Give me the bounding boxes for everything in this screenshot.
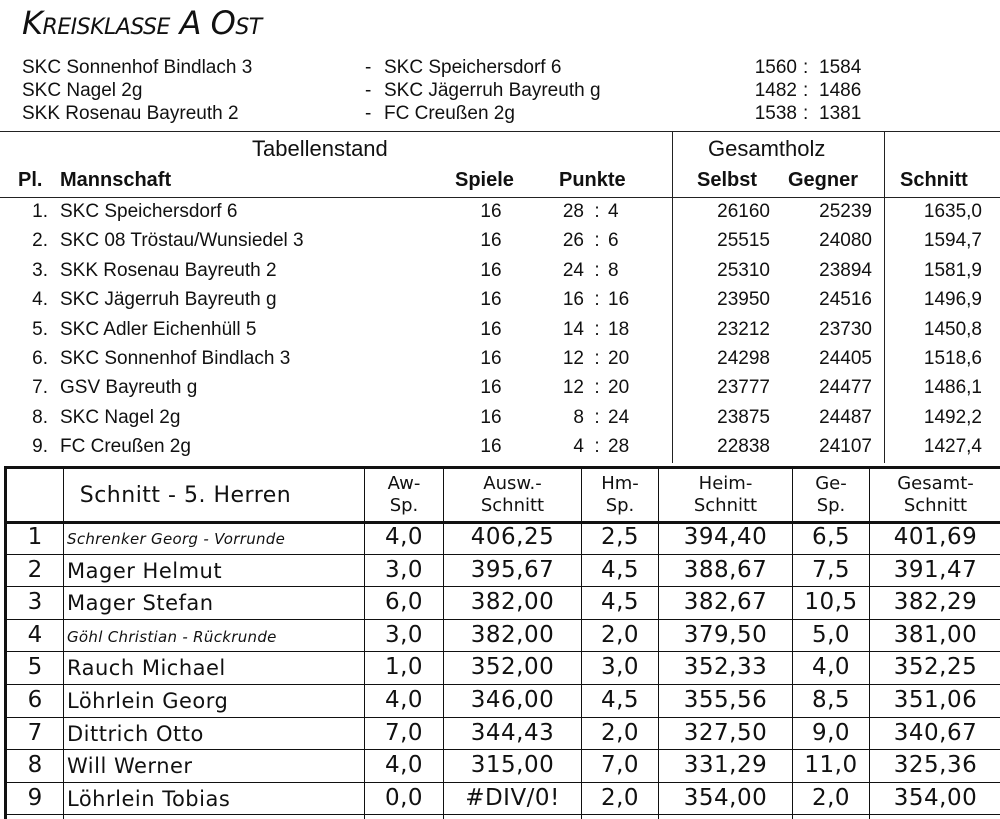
player-gesamt: 340,67 [893, 719, 978, 746]
player-gesamt: 401,69 [893, 524, 978, 550]
team-name: SKC Speichersdorf 6 [60, 201, 238, 222]
games-played: 16 [480, 230, 502, 252]
gesamtholz-caption: Gesamtholz [708, 136, 826, 161]
home-team: SKC Sonnenhof Bindlach 3 [22, 57, 253, 78]
points-separator: : [594, 201, 600, 222]
player-aw-sp: 4,0 [384, 687, 424, 713]
player-heim: 382,67 [683, 589, 768, 616]
rank: 5. [32, 318, 48, 340]
header-line: Aw- [387, 473, 421, 494]
player-rank: 7 [27, 719, 43, 746]
player-row [7, 783, 1000, 815]
pins-own: 23950 [717, 289, 770, 311]
standings-row [0, 230, 1000, 259]
games-played: 16 [480, 436, 502, 458]
points-separator: : [594, 406, 600, 428]
points-plus: 4 [573, 436, 584, 458]
standings-caption: Tabellenstand [252, 136, 388, 161]
header-hm-sp [582, 473, 658, 517]
team-name: SKC Nagel 2g [60, 406, 181, 428]
player-ausw: 382,00 [470, 589, 555, 616]
points-minus: 28 [608, 436, 630, 458]
player-rank: 2 [27, 556, 43, 583]
header-line: Sp. [389, 495, 419, 516]
header-line: Schnitt [693, 495, 758, 516]
points-minus: 4 [608, 201, 619, 222]
standings-row [0, 348, 1000, 377]
player-aw-sp: 4,0 [384, 752, 424, 779]
rank: 2. [32, 230, 48, 252]
team-name: SKK Rosenau Bayreuth 2 [60, 259, 277, 281]
points-minus: 20 [608, 348, 630, 369]
team-name: SKC Adler Eichenhüll 5 [60, 318, 257, 340]
standings-row [0, 201, 1000, 230]
points-plus: 26 [562, 230, 584, 252]
score-separator: : [803, 80, 809, 101]
player-rank: 6 [27, 687, 43, 713]
player-hm-sp: 4,5 [600, 589, 640, 616]
pins-opponent: 24080 [819, 230, 872, 252]
rank: 7. [32, 377, 48, 399]
player-name: Rauch Michael [67, 656, 226, 681]
player-rank: 3 [27, 589, 43, 616]
header-heim-schnitt [659, 473, 792, 517]
pins-opponent: 24107 [819, 436, 872, 458]
team-average: 1635,0 [923, 201, 982, 222]
points-plus: 8 [573, 406, 584, 428]
player-name: Will Werner [67, 754, 193, 779]
points-plus: 14 [562, 318, 584, 340]
header-line: Sp. [816, 495, 846, 516]
player-heim: 394,40 [683, 524, 768, 550]
header-line: Schnitt [903, 495, 968, 516]
player-ge-sp: 2,0 [811, 784, 851, 811]
header-line: Ausw.- [483, 473, 542, 494]
pins-own: 23777 [717, 377, 770, 399]
games-played: 16 [480, 259, 502, 281]
result-row [22, 80, 982, 103]
points-separator: : [594, 289, 600, 311]
player-heim: 354,00 [683, 784, 768, 811]
player-hm-sp: 7,0 [600, 752, 640, 779]
player-hm-sp: 4,5 [600, 687, 640, 713]
header-line: Ge- [815, 473, 847, 494]
player-gesamt: 351,06 [893, 687, 978, 713]
player-ausw: 346,00 [470, 687, 555, 713]
home-score: 1482 [754, 80, 797, 101]
player-name: Schrenker Georg - Vorrunde [67, 530, 286, 548]
header-line: Gesamt- [897, 473, 974, 494]
player-gesamt: 391,47 [893, 556, 978, 583]
pins-opponent: 24477 [819, 377, 872, 399]
header-line: Sp. [605, 495, 635, 516]
player-heim: 379,50 [683, 621, 768, 648]
result-row [22, 103, 982, 126]
player-rank: 8 [27, 752, 43, 779]
team-average: 1486,1 [923, 377, 982, 399]
player-ge-sp: 10,5 [804, 589, 858, 616]
points-separator: : [594, 259, 600, 281]
rank: 4. [32, 289, 48, 311]
player-aw-sp: 3,0 [384, 556, 424, 583]
player-ausw: 406,25 [470, 524, 555, 550]
rank: 3. [32, 259, 48, 281]
standings-top-rule [0, 131, 1000, 132]
player-rank: 5 [27, 654, 43, 681]
away-score: 1381 [819, 103, 862, 124]
points-minus: 8 [608, 259, 619, 281]
score-separator: : [803, 57, 809, 78]
games-played: 16 [480, 201, 502, 222]
points-minus: 24 [608, 406, 630, 428]
player-name: Göhl Christian - Rückrunde [67, 627, 277, 646]
result-row [22, 57, 982, 80]
player-hm-sp: 4,5 [600, 556, 640, 583]
team-average: 1581,9 [923, 259, 982, 281]
pins-own: 25515 [717, 230, 770, 252]
player-ausw: 395,67 [470, 556, 555, 583]
player-name: Löhrlein Tobias [67, 786, 231, 811]
score-separator: : [803, 103, 809, 124]
player-ge-sp: 8,5 [811, 687, 851, 713]
player-heim: 355,56 [683, 687, 768, 713]
team-average: 1427,4 [923, 436, 982, 458]
rank: 9. [32, 436, 48, 458]
player-ge-sp: 7,5 [811, 556, 851, 583]
away-score: 1486 [819, 80, 862, 101]
player-ausw: 344,43 [470, 719, 555, 746]
header-pl: Pl. [18, 169, 43, 191]
standings-row [0, 289, 1000, 318]
rank: 1. [32, 201, 48, 222]
player-hm-sp: 2,0 [600, 784, 640, 811]
away-team: SKC Jägerruh Bayreuth g [384, 80, 601, 101]
standings-header-rule [0, 197, 1000, 198]
player-ausw: 315,00 [470, 752, 555, 779]
games-played: 16 [480, 318, 502, 340]
standings-row [0, 377, 1000, 406]
pins-opponent: 23894 [819, 259, 872, 281]
result-dash: - [365, 103, 372, 124]
points-plus: 16 [562, 289, 584, 311]
points-minus: 6 [608, 230, 619, 252]
away-team: SKC Speichersdorf 6 [384, 57, 562, 78]
header-spiele: Spiele [455, 169, 514, 191]
team-name: SKC Sonnenhof Bindlach 3 [60, 348, 291, 369]
player-row [7, 555, 1000, 587]
pins-own: 23875 [717, 406, 770, 428]
points-minus: 18 [608, 318, 630, 340]
player-hm-sp: 2,5 [600, 524, 640, 550]
player-ausw: 352,00 [470, 654, 555, 681]
pins-opponent: 24405 [819, 348, 872, 369]
player-ge-sp: 11,0 [804, 752, 858, 779]
player-heim: 331,29 [683, 752, 768, 779]
player-aw-sp: 4,0 [384, 524, 424, 550]
player-row [7, 652, 1000, 684]
player-aw-sp: 7,0 [384, 719, 424, 746]
player-rank: 1 [27, 524, 43, 550]
team-name: SKC Jägerruh Bayreuth g [60, 289, 277, 311]
result-dash: - [365, 80, 372, 101]
points-plus: 28 [562, 201, 584, 222]
player-rank: 9 [27, 784, 43, 811]
pins-opponent: 25239 [819, 201, 872, 222]
player-row [7, 750, 1000, 782]
player-gesamt: 382,29 [893, 589, 978, 616]
player-hm-sp: 2,0 [600, 719, 640, 746]
player-gesamt: 354,00 [893, 784, 978, 811]
pins-opponent: 23730 [819, 318, 872, 340]
standings-row [0, 436, 1000, 465]
team-name: GSV Bayreuth g [60, 377, 198, 399]
header-line: Schnitt [480, 495, 545, 516]
player-rank: 4 [27, 621, 43, 648]
player-ge-sp: 6,5 [811, 524, 851, 550]
header-team: Mannschaft [60, 169, 172, 191]
points-separator: : [594, 230, 600, 252]
player-heim: 388,67 [683, 556, 768, 583]
home-score: 1560 [754, 57, 797, 78]
player-ausw: #DIV/0! [465, 784, 560, 811]
player-hm-sp: 2,0 [600, 621, 640, 648]
pins-opponent: 24487 [819, 406, 872, 428]
pins-own: 22838 [717, 436, 770, 458]
team-name: SKC 08 Tröstau/Wunsiedel 3 [60, 230, 304, 252]
page-title: Kreisklasse A Ost [22, 4, 262, 42]
player-gesamt: 325,36 [893, 752, 978, 779]
player-name: Mager Helmut [67, 558, 223, 583]
averages-table [4, 466, 1000, 819]
team-average: 1450,8 [923, 318, 982, 340]
team-average: 1594,7 [923, 230, 982, 252]
header-aw-sp [365, 473, 443, 517]
standings-row [0, 407, 1000, 436]
header-line: Heim- [698, 473, 753, 494]
player-ge-sp: 4,0 [811, 654, 851, 681]
away-team: FC Creußen 2g [384, 103, 515, 124]
player-ausw: 382,00 [470, 621, 555, 648]
player-name: Mager Stefan [67, 591, 214, 616]
standings-row [0, 319, 1000, 348]
team-average: 1492,2 [923, 406, 982, 428]
home-score: 1538 [754, 103, 797, 124]
team-average: 1496,9 [923, 289, 982, 311]
standings-row [0, 260, 1000, 289]
header-ge-sp [793, 473, 869, 517]
pins-own: 26160 [717, 201, 770, 222]
player-row [7, 718, 1000, 750]
player-name: Löhrlein Georg [67, 689, 229, 713]
points-separator: : [594, 377, 600, 399]
pins-opponent: 24516 [819, 289, 872, 311]
points-minus: 16 [608, 289, 630, 311]
player-row [7, 522, 1000, 554]
player-ge-sp: 9,0 [811, 719, 851, 746]
points-separator: : [594, 348, 600, 369]
player-heim: 327,50 [683, 719, 768, 746]
player-ge-sp: 5,0 [811, 621, 851, 648]
player-row [7, 685, 1000, 717]
rank: 8. [32, 406, 48, 428]
games-played: 16 [480, 406, 502, 428]
player-aw-sp: 1,0 [384, 654, 424, 681]
points-separator: : [594, 318, 600, 340]
home-team: SKC Nagel 2g [22, 80, 143, 101]
home-team: SKK Rosenau Bayreuth 2 [22, 103, 239, 124]
player-name: Dittrich Otto [67, 721, 204, 746]
header-selbst: Selbst [697, 169, 758, 191]
games-played: 16 [480, 348, 502, 369]
points-separator: : [594, 436, 600, 458]
player-row [7, 587, 1000, 619]
player-gesamt: 352,25 [893, 654, 978, 681]
team-average: 1518,6 [923, 348, 982, 369]
header-ausw-schnitt [444, 473, 581, 517]
rank: 6. [32, 348, 48, 369]
pins-own: 25310 [717, 259, 770, 281]
points-plus: 24 [562, 259, 584, 281]
player-row [7, 620, 1000, 652]
player-hm-sp: 3,0 [600, 654, 640, 681]
pins-own: 24298 [717, 348, 770, 369]
header-gesamt-schnitt [870, 473, 1000, 517]
header-punkte: Punkte [559, 169, 626, 191]
header-gegner: Gegner [788, 169, 859, 191]
averages-title: Schnitt - 5. Herren [79, 483, 292, 508]
games-played: 16 [480, 289, 502, 311]
away-score: 1584 [819, 57, 862, 78]
player-heim: 352,33 [683, 654, 768, 681]
player-gesamt: 381,00 [893, 621, 978, 648]
games-played: 16 [480, 377, 502, 399]
points-plus: 12 [562, 377, 584, 399]
result-dash: - [365, 57, 372, 78]
points-plus: 12 [562, 348, 584, 369]
standings-table [0, 131, 1000, 463]
header-schnitt: Schnitt [900, 169, 968, 191]
match-results [22, 57, 982, 126]
player-aw-sp: 6,0 [384, 589, 424, 616]
player-aw-sp: 0,0 [384, 784, 424, 811]
pins-own: 23212 [717, 318, 770, 340]
points-minus: 20 [608, 377, 630, 399]
header-line: Hm- [601, 473, 639, 494]
player-aw-sp: 3,0 [384, 621, 424, 648]
team-name: FC Creußen 2g [60, 436, 191, 458]
